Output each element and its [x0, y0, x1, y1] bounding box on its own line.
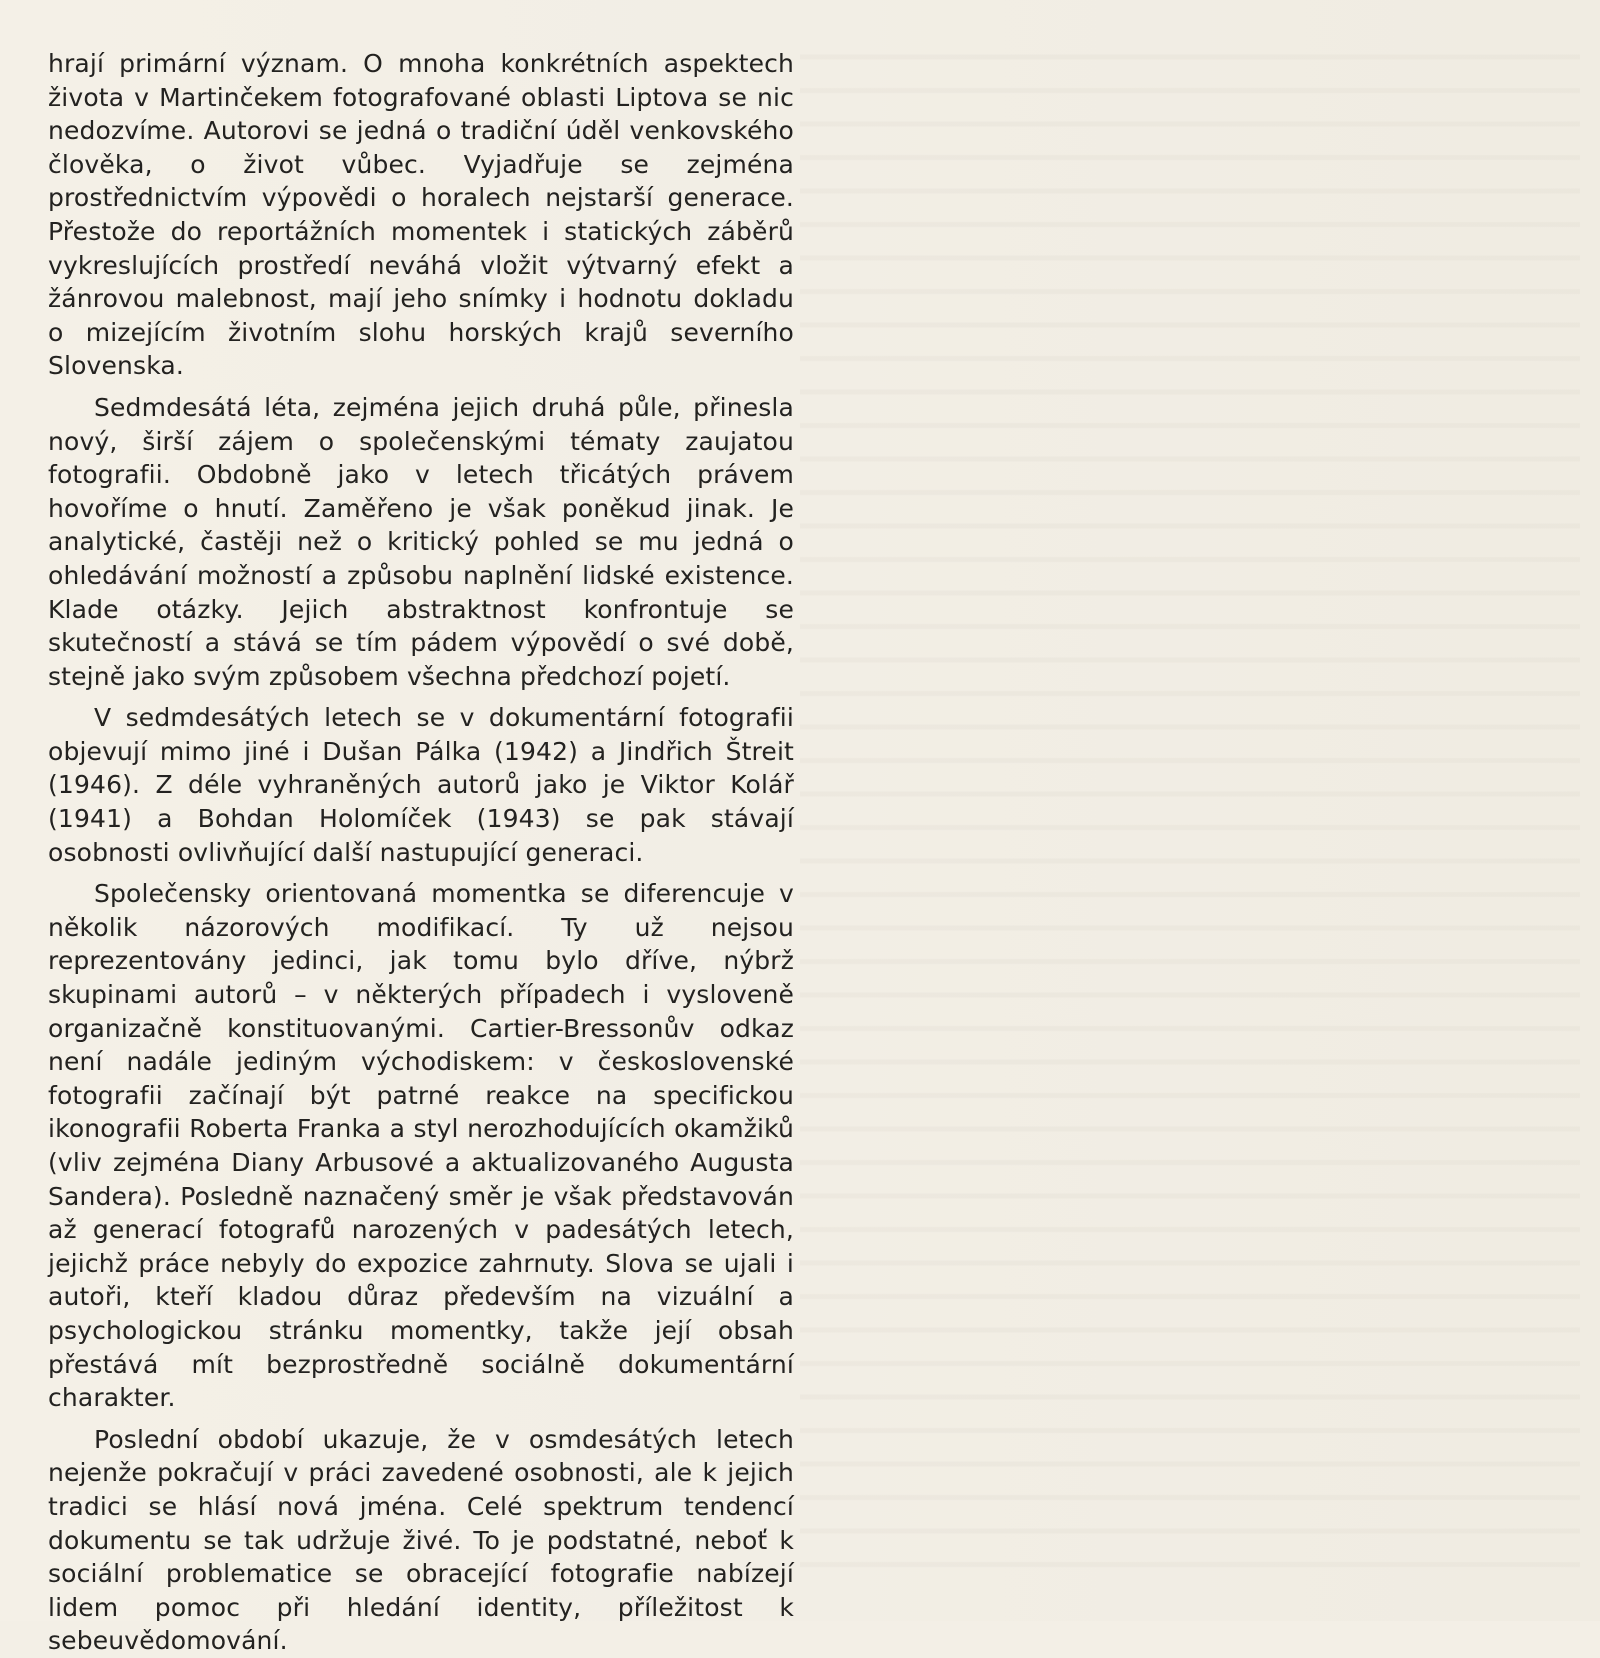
paragraph-5: Poslední období ukazuje, že v osmdesátých letech nejenže pokračují v práci zavedené osobnosti, ale k jejich tradici se hlásí nová jména. Celé spektrum tendencí dokumentu se tak udržuje živé. To je podstatné, neboť k sociální problematice se obracející fotografie nabízejí lidem pomoc při hledání identity, příležitost k sebeuvědomování. — [48, 1424, 794, 1656]
show-through-text-right — [800, 40, 1580, 1580]
paragraph-2: Sedmdesátá léta, zejména jejich druhá půle, přinesla nový, širší zájem o společenskými tématy zaujatou fotografii. Obdobně jako v letech třicátých právem hovoříme o hnutí. Zaměřeno je však poněkud jinak. Je analytické, častěji než o kritický pohled se mu jedná o ohledávání možností a způsobu naplnění lidské existence. Klade otázky. Jejich abstraktnost konfrontuje se skutečností a stává se tím pádem výpovědí o své době, stejně jako svým způsobem všechna předchozí pojetí. — [48, 392, 794, 691]
paragraph-4: Společensky orientovaná momentka se diferencuje v několik názorových modifikací. Ty už nejsou reprezentovány jedinci, jak tomu bylo dříve, nýbrž skupinami autorů – v některých případech i vysloveně organizačně konstituovanými. Cartier-Bressonův odkaz není nadále jediným východiskem: v československé fotografii začínají být patrné reakce na specifickou ikonografii Roberta Franka a styl nerozhodujících okamžiků (vliv zejména Diany Arbusové a aktualizovaného Augusta Sandera). Posledně naznačený směr je však představován až generací fotografů narozených v padesátých letech, jejichž práce nebyly do expozice zahrnuty. Slova se ujali i autoři, kteří kladou důraz především na vizuální a psychologickou stránku momentky, takže její obsah přestává mít bezprostředně sociálně dokumentární charakter. — [48, 879, 794, 1413]
text-column — [48, 47, 794, 1658]
paragraph-3: V sedmdesátých letech se v dokumentární fotografii objevují mimo jiné i Dušan Pálka (1942) a Jindřich Štreit (1946). Z déle vyhraněných autorů jako je Viktor Kolář (1941) a Bohdan Holomíček (1943) se pak stávají osobnosti ovlivňující další nastupující generaci. — [48, 703, 794, 867]
paragraph-1: hrají primární význam. O mnoha konkrétních aspektech života v Martinčekem fotografované oblasti Liptova se nic nedozvíme. Autorovi se jedná o tradiční úděl venkovského člověka, o život vůbec. Vyjadřuje se zejména prostřednictvím výpovědi o horalech nejstarší generace. Přestože do reportážních momentek i statických záběrů vykreslujících prostředí neváhá vložit výtvarný efekt a žánrovou malebnost, mají jeho snímky i hodnotu dokladu o mizejícím životním slohu horských krajů severního Slovenska. — [48, 49, 794, 381]
